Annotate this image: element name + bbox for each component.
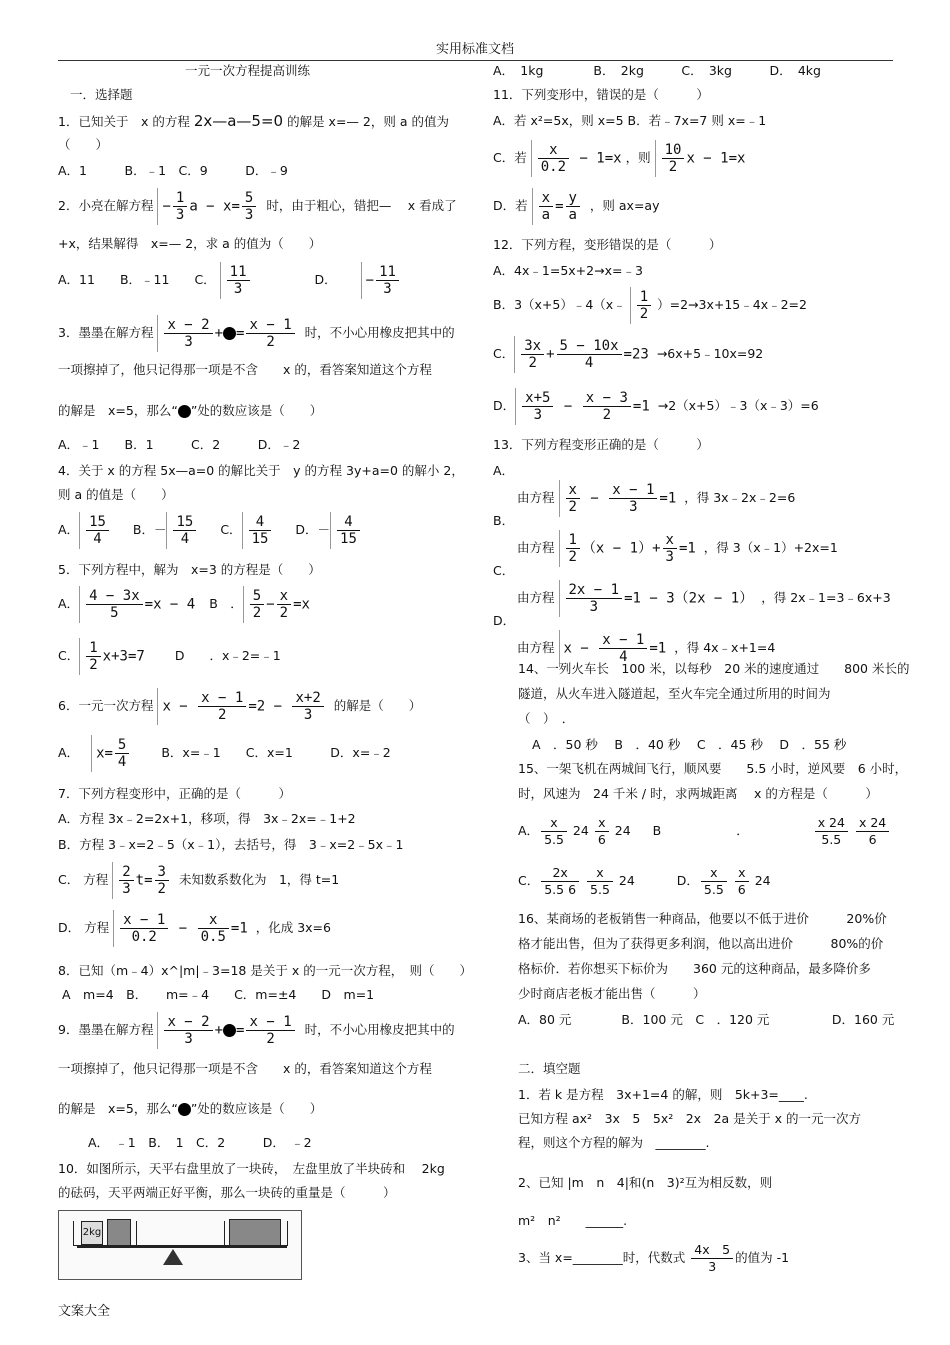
q10-options: A． 1kg B． 2kg C． 3kg D． 4kg xyxy=(493,63,821,78)
q15-line2: 时，风速为 24 千米 / 时，求两城距离 x 的方程是（ ） xyxy=(518,786,878,801)
q7-option-a: A．方程 3x﹣2=2x+1，移项，得 3x﹣2x=﹣1+2 xyxy=(58,811,356,826)
fill-q2: 2、已知 |m n 4|和(n 3)²互为相反数，则 xyxy=(518,1175,773,1190)
fill-q1b-line2: 程，则这个方程的解为 ________. xyxy=(518,1135,710,1150)
ink-blot-icon xyxy=(223,327,236,340)
q15-line1: 15、一架飞机在两城间飞行，顺风要 5.5 小时，逆风要 6 小时， xyxy=(518,761,908,776)
q1-options: A．1 B．﹣1 C．9 D．﹣9 xyxy=(58,163,288,178)
balance-beam xyxy=(77,1245,287,1248)
fill-q3: 3、当 x=________时，代数式 $\frac{4x 5}{3}$ 的值为 -1 xyxy=(518,1242,790,1274)
fill-q1b: 已知方程 ax² 3x 5 5x² 2x 2a 是关于 x 的一元一次方 xyxy=(518,1111,862,1126)
worksheet-title: 一元一次方程提高训练 xyxy=(185,63,311,78)
q1-paren: （ ） xyxy=(58,137,109,152)
q3-line2: 一项擦掉了，他只记得那一项是不含 x 的，看答案知道这个方程 xyxy=(58,362,432,377)
q1-stem: 1．已知关于 x 的方程 2x—a—5=0 的解是 x=— 2，则 a 的值为 xyxy=(58,112,449,130)
q2-line2: +x，结果解得 x=— 2，求 a 的值为（ ） xyxy=(58,236,322,251)
whole-brick xyxy=(229,1219,281,1247)
q16-options: A．80 元 B．100 元 C ．120 元 D．160 元 xyxy=(518,1012,895,1027)
q15-options-cd: C． $\frac{2x}{5.5 6}$ $\frac{x}{5.5}$ 24 D． $\frac{x}{5.5}$ $\frac{x}{6}$ 24 xyxy=(518,865,771,897)
q10-line1: 10．如图所示，天平右盘里放了一块砖， 左盘里放了半块砖和 2kg xyxy=(58,1161,445,1176)
q4-line2: 则 a 的值是（ ） xyxy=(58,487,174,502)
q2-options: A．11 B．﹣11 C． $\frac{11}{3}$ D． − $\frac{11}{3}$ xyxy=(58,262,405,299)
page-header: 实用标准文档 xyxy=(435,42,514,57)
ink-blot-icon xyxy=(223,1024,236,1037)
q12-option-a: A．4x﹣1=5x+2→x=﹣3 xyxy=(493,263,643,278)
balance-fulcrum xyxy=(163,1249,183,1265)
q15-options-ab: A． $\frac{x}{5.5}$ 24 $\frac{x}{6}$ 24 B ． $\frac{x 24}{5.5}$ $\frac{x 24}{6}$ xyxy=(518,815,891,848)
q11-option-d: D．若 $\frac{x}{a}$ = $\frac{y}{a}$ ，则 ax=ay xyxy=(493,190,660,223)
q4-line1: 4．关于 x 的方程 5x—a=0 的解比关于 y 的方程 3y+a=0 的解小 2， xyxy=(58,463,464,478)
page-footer: 文案大全 xyxy=(58,1304,111,1319)
q16-line4: 少时商店老板才能出售（ ） xyxy=(518,986,706,1001)
q3-options: A．﹣1 B．1 C．2 D．﹣2 xyxy=(58,437,301,452)
q3-line3: 的解是 x=5，那么“ ”处的数应该是（ ） xyxy=(58,403,323,418)
q6-options: A． x= $\frac{5}{4}$ B．x=﹣1 C．x=1 D．x=﹣2 xyxy=(58,737,391,770)
q12-option-d: D． $\frac{x+5}{3}$ − $\frac{x - 3}{2}$ =1 →2（x+5）﹣3（x﹣3）=6 xyxy=(493,390,819,423)
q9-stem: 9．墨墨在解方程 $\frac{x - 2}{3}$ + = $\frac{x - 1}{2}$ 时，不小心用橡皮把其中的 xyxy=(58,1014,455,1047)
q14-options: A ．50 秒 B ．40 秒 C ．45 秒 D ．55 秒 xyxy=(532,737,847,752)
q16-line3: 格标价．若你想买下标价为 360 元的这种商品，最多降价多 xyxy=(518,961,871,976)
q16-line2: 格才能出售，但为了获得更多利润，他以高出进价 80%的价 xyxy=(518,936,884,951)
q2-equation: − $\frac{1}{3}$ a − x= $\frac{5}{3}$ xyxy=(157,188,262,225)
balance-scale-figure xyxy=(58,1210,302,1280)
q9-options: A． ﹣1 B． 1 C．2 D． ﹣2 xyxy=(88,1135,312,1150)
q13-stem: 13．下列方程变形正确的是（ ） xyxy=(493,437,709,452)
q9-line3: 的解是 x=5，那么“ ”处的数应该是（ ） xyxy=(58,1101,323,1116)
section-choice-heading: 一．选择题 xyxy=(70,87,133,102)
q5-options-cd: C． $\frac{1}{2}$ x+3=7 D ．x﹣2=﹣1 xyxy=(58,640,281,673)
q3-stem: 3．墨墨在解方程 $\frac{x - 2}{3}$ + = $\frac{x - 1}{2}$ 时，不小心用橡皮把其中的 xyxy=(58,317,455,350)
q4-options: A． $\frac{15}{4}$ B．－ $\frac{15}{4}$ C． $\frac{4}{15}$ D．－ $\frac{4}{15}$ xyxy=(58,512,366,549)
q16-line1: 16、某商场的老板销售一种商品，他要以不低于进价 20%价 xyxy=(518,911,887,926)
q13-option-d: D． 由方程 x − $\frac{x - 1}{4}$ =1 ，得 4x﹣x+1=4 xyxy=(493,613,776,665)
weight-2kg: 2kg xyxy=(81,1221,103,1245)
section-fill-heading: 二．填空题 xyxy=(518,1061,581,1076)
q14-line2: 隧道，从火车进入隧道起，至火车完全通过所用的时间为 xyxy=(518,686,831,701)
q7-option-b: B．方程 3﹣x=2﹣5（x﹣1），去括号，得 3﹣x=2﹣5x﹣1 xyxy=(58,837,404,852)
q9-line2: 一项擦掉了，他只记得那一项是不含 x 的，看答案知道这个方程 xyxy=(58,1061,432,1076)
q11-options-ab: A．若 x²=5x，则 x=5 B．若﹣7x=7 则 x=﹣1 xyxy=(493,113,767,128)
q12-option-c: C． $\frac{3x}{2}$ + $\frac{5 - 10x}{4}$ =23 →6x+5﹣10x=92 xyxy=(493,338,764,371)
ink-blot-icon xyxy=(178,405,191,418)
q11-option-c: C．若 $\frac{x}{0.2}$ − 1=x ，则 $\frac{10}{2}$ x − 1=x xyxy=(493,140,749,177)
q8-stem: 8．已知（m﹣4）x^|m|﹣3=18 是关于 x 的一元一次方程， 则（ ） xyxy=(58,963,472,978)
q11-stem: 11．下列变形中，错误的是（ ） xyxy=(493,87,709,102)
q14-line1: 14、一列火车长 100 米，以每秒 20 米的速度通过 800 米长的 xyxy=(518,661,910,676)
q13-option-c: C． 由方程 $\frac{2x - 1}{3}$ =1 − 3（2x − 1） ，得 2x﹣1=3﹣6x+3 xyxy=(493,563,891,615)
q5-options-ab: A． $\frac{4 - 3x}{5}$ =x − 4 B ． $\frac{5}{2}$ − $\frac{x}{2}$ =x xyxy=(58,586,314,623)
fill-q1: 1．若 k 是方程 3x+1=4 的解，则 5k+3=____. xyxy=(518,1087,808,1102)
q12-stem: 12．下列方程，变形错误的是（ ） xyxy=(493,237,722,252)
q2-stem: 2．小亮在解方程 − $\frac{1}{3}$ a − x= $\frac{5}{3}$ 时，由于粗心，错把— x 看成了 xyxy=(58,190,457,223)
q13-option-b: B． 由方程 $\frac{1}{2}$ （x − 1）+ $\frac{x}{3}$ =1 ，得 3（x﹣1）+2x=1 xyxy=(493,513,838,565)
q13-option-a: A． 由方程 $\frac{x}{2}$ − $\frac{x - 1}{3}$ =1 ，得 3x﹣2x﹣2=6 xyxy=(493,463,796,515)
q7-option-c: C． 方程 $\frac{2}{3}$ t= $\frac{3}{2}$ 未知数系数化为 1，得 t=1 xyxy=(58,864,340,897)
ink-blot-icon xyxy=(178,1103,191,1116)
fill-q2-line2: m² n² ______. xyxy=(518,1213,628,1228)
q14-line3: （ ） ． xyxy=(518,711,575,726)
q12-option-b: B．3（x+5）﹣4（x﹣ $\frac{1}{2}$ ）=2→3x+15﹣4x﹣2=2 xyxy=(493,289,807,322)
header-rule xyxy=(58,60,893,61)
q7-option-d: D． 方程 $\frac{x - 1}{0.2}$ − $\frac{x}{0.5}$ =1 ，化成 3x=6 xyxy=(58,912,331,945)
half-brick xyxy=(107,1219,131,1247)
q10-line2: 的砝码，天平两端正好平衡，那么一块砖的重量是（ ） xyxy=(58,1185,396,1200)
q8-options: A m=4 B． m=﹣4 C．m=±4 D m=1 xyxy=(62,987,375,1002)
q5-stem: 5．下列方程中，解为 x=3 的方程是（ ） xyxy=(58,562,321,577)
q7-stem: 7．下列方程变形中，正确的是（ ） xyxy=(58,786,291,801)
q6-stem: 6．一元一次方程 x − $\frac{x - 1}{2}$ =2 − $\frac{x+2}{3}$ 的解是（ ） xyxy=(58,690,422,723)
